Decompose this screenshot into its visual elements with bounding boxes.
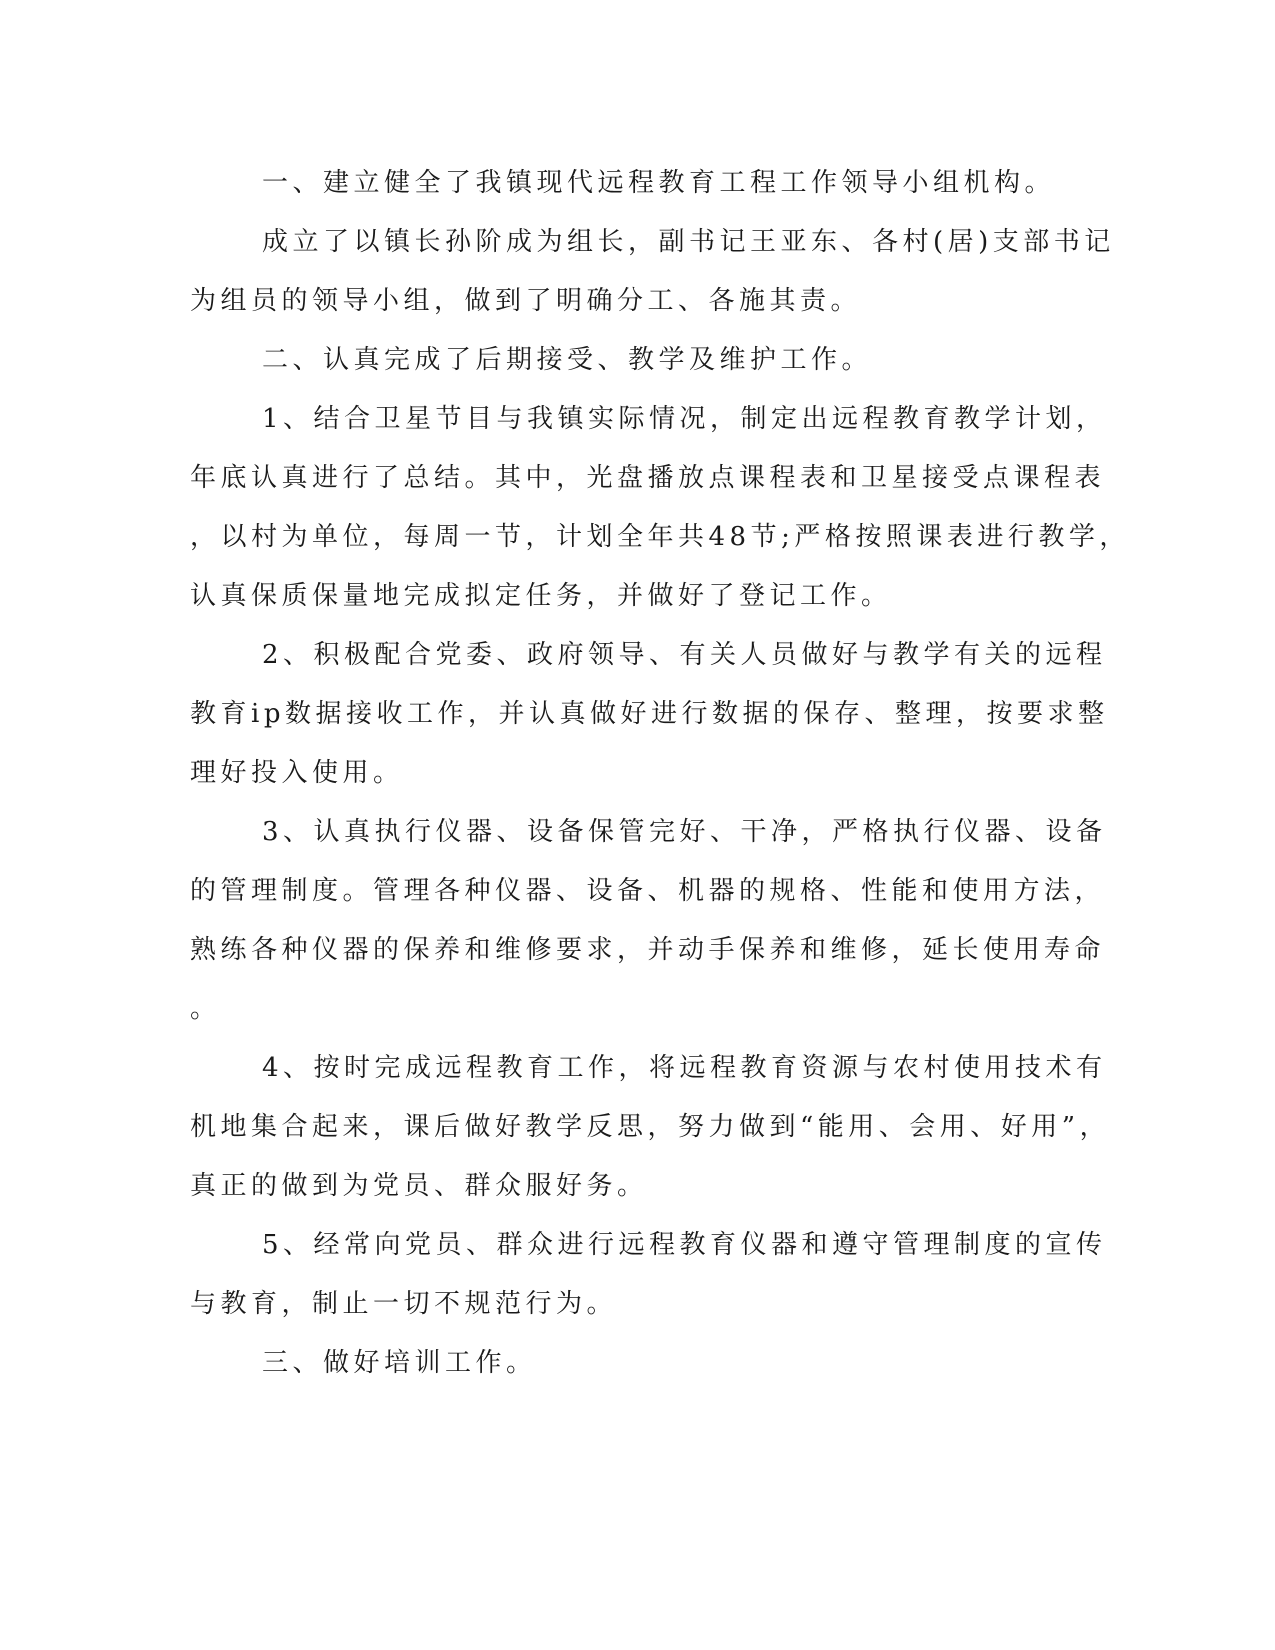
paragraph-line: 理好投入使用。 <box>190 758 404 788</box>
paragraph-line: 3、认真执行仪器、设备保管完好、干净，严格执行仪器、设备 <box>262 817 1107 847</box>
paragraph-line: 1、结合卫星节目与我镇实际情况，制定出远程教育教学计划， <box>262 404 1107 434</box>
paragraph-line: ，以村为单位，每周一节，计划全年共48节;严格按照课表进行教学， <box>190 522 1130 552</box>
paragraph-line: 教育ip数据接收工作，并认真做好进行数据的保存、整理，按要求整 <box>190 699 1109 729</box>
section-heading-1: 一、建立健全了我镇现代远程教育工程工作领导小组机构。 <box>262 168 1056 198</box>
paragraph-line: 2、积极配合党委、政府领导、有关人员做好与教学有关的远程 <box>262 640 1107 670</box>
section-heading-3: 三、做好培训工作。 <box>262 1348 537 1378</box>
paragraph-line: 为组员的领导小组，做到了明确分工、各施其责。 <box>190 286 862 316</box>
paragraph-line: 5、经常向党员、群众进行远程教育仪器和遵守管理制度的宣传 <box>262 1230 1107 1260</box>
paragraph-line: 熟练各种仪器的保养和维修要求，并动手保养和维修，延长使用寿命 <box>190 935 1106 965</box>
section-heading-2: 二、认真完成了后期接受、教学及维护工作。 <box>262 345 873 375</box>
paragraph-line: 年底认真进行了总结。其中，光盘播放点课程表和卫星接受点课程表 <box>190 463 1106 493</box>
paragraph-line: 真正的做到为党员、群众服好务。 <box>190 1171 648 1201</box>
paragraph-line: 4、按时完成远程教育工作，将远程教育资源与农村使用技术有 <box>262 1053 1107 1083</box>
paragraph-line: 。 <box>190 994 221 1024</box>
paragraph-line: 认真保质保量地完成拟定任务，并做好了登记工作。 <box>190 581 892 611</box>
paragraph-line: 与教育，制止一切不规范行为。 <box>190 1289 618 1319</box>
paragraph-line: 的管理制度。管理各种仪器、设备、机器的规格、性能和使用方法， <box>190 876 1106 906</box>
paragraph-line: 成立了以镇长孙阶成为组长，副书记王亚东、各村(居)支部书记 <box>262 227 1115 257</box>
paragraph-line: 机地集合起来，课后做好教学反思，努力做到“能用、会用、好用”， <box>190 1112 1111 1142</box>
